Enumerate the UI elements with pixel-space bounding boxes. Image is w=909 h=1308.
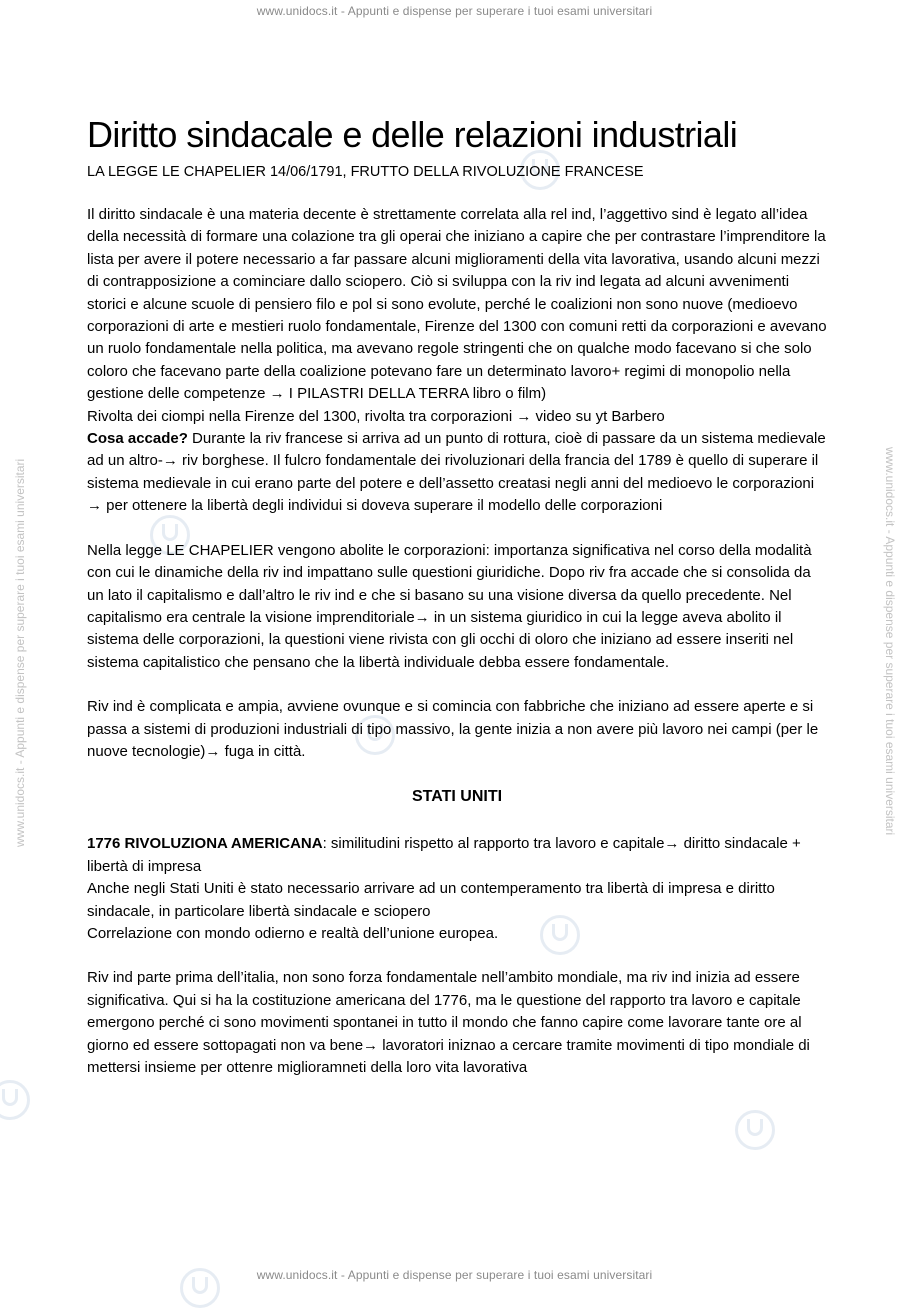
paragraph-text — [87, 833, 827, 878]
paragraph-text: Rivolta dei ciompi nella Firenze del 1300, rivolta tra corporazioni → video su yt Barbero — [87, 407, 665, 425]
paragraph-text: Durante la riv francese si arriva ad un punto di rottura, cioè di passare da un sistema medievale ad un altro-→ riv borghese. Il fulcro fondamentale dei rivoluzionari della francia del 1789 è quello di superare il sistema medievale in cui erano parte del potere e dell’assetto creatasi negli anni del medioevo le corporazioni → per ottenere la libertà degli individui si doveva superare il modello delle corporazioni — [87, 430, 826, 515]
watermark-left: www.unidocs.it - Appunti e dispense per superare i tuoi esami universitari — [13, 458, 27, 847]
section-heading: STATI UNITI — [411, 788, 503, 806]
document-subtitle: LA LEGGE LE CHAPELIER 14/06/1791, FRUTTO DELLA RIVOLUZIONE FRANCESE — [87, 164, 644, 180]
watermark-bottom: www.unidocs.it - Appunti e dispense per superare i tuoi esami universitari — [256, 1268, 653, 1282]
watermark-top: www.unidocs.it - Appunti e dispense per superare i tuoi esami universitari — [256, 4, 653, 18]
paragraph-text: Correlazione con mondo odierno e realtà dell’unione europea. — [87, 924, 499, 942]
paragraph-text: : similitudini rispetto al rapporto tra lavoro e capitale→ diritto sindacale + libertà di impresa — [87, 835, 801, 875]
paragraph-text: Anche negli Stati Uniti è stato necessario arrivare ad un contemperamento tra libertà di impresa e diritto sindacale, in particolare libertà sindacale e sciopero — [87, 880, 775, 920]
paragraph-text — [87, 428, 827, 518]
paragraph-5: Riv ind parte prima dell’italia, non sono forza fondamentale nell’ambito mondiale, ma riv ind inizia ad essere significativa. Qui si ha la costituzione americana del 1776, ma le questione del rapporto tra lavoro e capitale emergono perché ci sono movimenti spontanei in tutto il mondo che fanno capire come lavorare tante ore al giorno ed essere sottopagati non va bene→ lavoratori iniznao a cercare tramite movimenti di tipo mondiale di mettersi insieme per ottenre miglioramneti della loro vita lavorativa — [87, 969, 810, 1076]
watermark-logo-icon — [0, 1080, 30, 1120]
paragraph-text: Il diritto sindacale è una materia decente è strettamente correlata alla rel ind, l’aggettivo sind è legato all’idea della necessità di formare una colazione tra gli operai che iniziano a capire che per contrastare l’imprenditore la lista per avere il potere necessario a far passare alcuni miglioramenti della vita lavorativa, usando alcuni mezzi di contrapposizione a cominciare dallo sciopero. Ciò si sviluppa con la riv ind legata ad alcuni avvenimenti storici e alcune scuole di pensiero filo e pol si sono evolute, perché le coalizioni non sono nuove (medioevo corporazioni di arte e mestieri ruolo fondamentale, Firenze del 1300 con comuni retti da corporazioni e avevano un ruolo fondamentale nella politica, ma avevano regole stringenti che on qualche modo facevano si che solo coloro che facevano parte della coalizione potevano fare un determinato lavoro+ regimi di monopolio nella gestione delle competenze → I PILASTRI DELLA TERRA libro o film) — [87, 206, 827, 403]
document-body — [87, 112, 827, 1101]
bold-lead: 1776 RIVOLUZIONA AMERICANA — [87, 835, 323, 853]
document-title: Diritto sindacale e delle relazioni industriali — [87, 114, 738, 155]
paragraph-4 — [87, 833, 827, 945]
paragraph-2: Nella legge LE CHAPELIER vengono abolite le corporazioni: importanza significativa nel corso della modalità con cui le dinamiche della riv ind impattano sulle questioni giuridiche. Dopo riv fra accade che si consolida da un lato il capitalismo e dall’altro le riv ind e che si basano su una visione diversa da quello precedente. Nel capitalismo era centrale la visione imprenditoriale→ in un sistema giuridico in cui la legge aveva abolito il sistema delle corporazioni, la questioni viene rivista con gli occhi di oloro che iniziano ad essere inseriti nel sistema capitalistico che pensano che la libertà individuale debba essere fondamentale. — [87, 541, 812, 671]
watermark-logo-icon — [735, 1110, 775, 1150]
bold-lead: Cosa accade? — [87, 430, 188, 448]
paragraph-1 — [87, 204, 827, 518]
paragraph-3: Riv ind è complicata e ampia, avviene ovunque e si comincia con fabbriche che iniziano ad essere aperte e si passa a sistemi di produzioni industriali di tipo massivo, la gente inizia a non avere più lavoro nei campi (per le nuove tecnologie)→ fuga in città. — [87, 698, 819, 760]
watermark-right: www.unidocs.it - Appunti e dispense per superare i tuoi esami universitari — [883, 447, 897, 836]
